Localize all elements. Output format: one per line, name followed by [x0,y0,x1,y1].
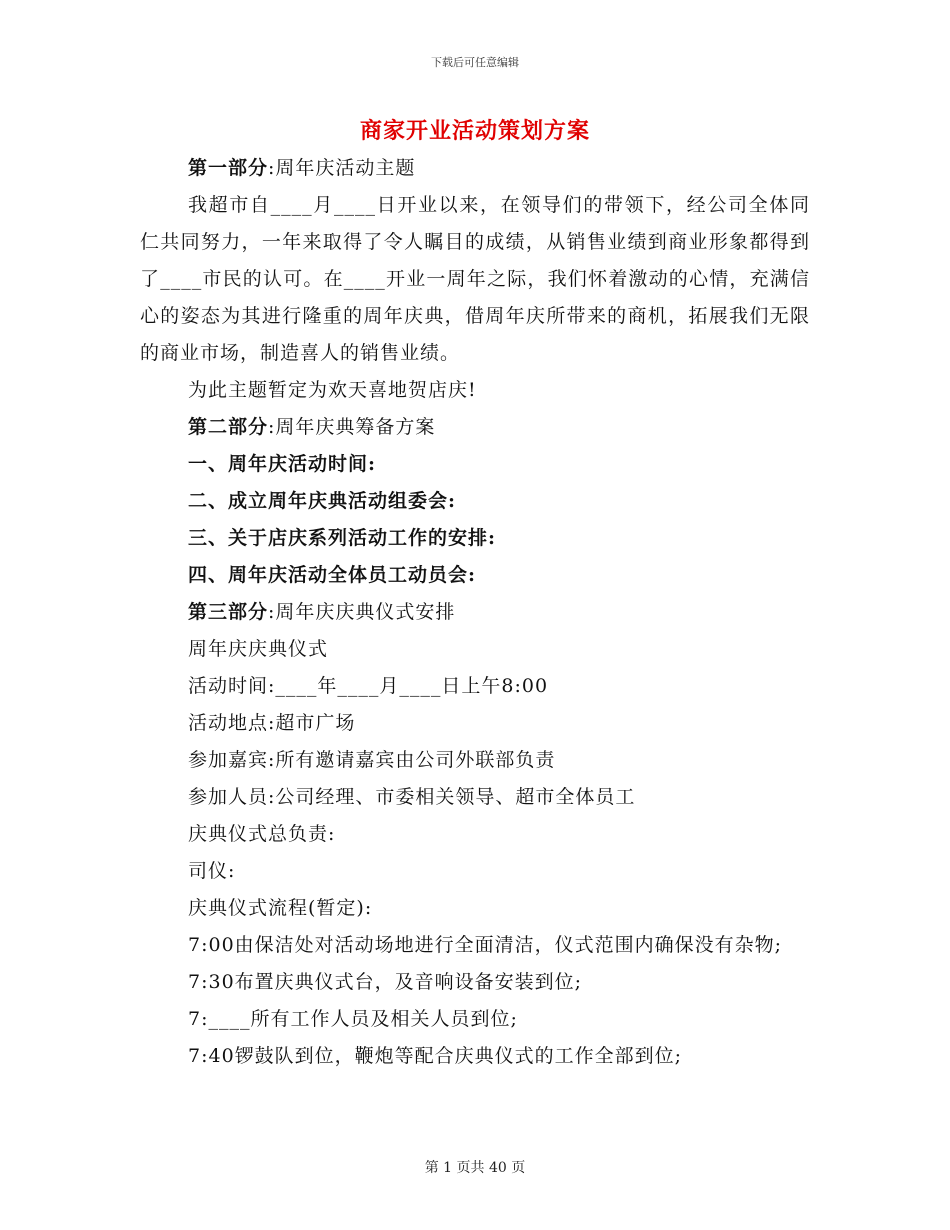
part-three-label: 第三部分 [188,601,269,623]
page-header-note: 下载后可任意编辑 [431,56,519,69]
schedule-0730-line: 7:30布置庆典仪式台，及音响设备安装到位; [188,971,583,993]
part-two-label: 第二部分 [188,416,269,438]
section-heading-2: 二、成立周年庆典活动组委会: [188,490,457,512]
document-title: 商家开业活动策划方案 [359,118,590,144]
intro-paragraph: 我超市自____月____日开业以来，在领导们的带领下，经公司全体同仁共同努力，一年来取得了令人瞩目的成绩，从销售业绩到商业形象都得到了____市民的认可。在____开业一周年之际，我们怀着激动的心情，充满信心的姿态为其进行隆重的周年庆典，借周年庆所带来的商机，拓展我们无限的商业市场，制造喜人的销售业绩。 [140,194,810,364]
schedule-07xx-line: 7:____所有工作人员及相关人员到位; [188,1008,518,1030]
section-heading-3: 三、关于店庆系列活动工作的安排: [188,527,497,549]
part-three-heading [140,594,810,631]
part-two-heading [140,409,810,446]
part-one-text: :周年庆活动主题 [268,157,416,179]
ceremony-participants-line: 参加人员:公司经理、市委相关领导、超市全体员工 [188,786,636,808]
section-heading-1: 一、周年庆活动时间: [188,453,377,475]
section-heading-4: 四、周年庆活动全体员工动员会: [188,564,477,586]
ceremony-time-line: 活动时间:____年____月____日上午8:00 [188,675,549,697]
theme-line: 为此主题暂定为欢天喜地贺店庆! [188,379,477,401]
ceremony-mc-line: 司仪: [188,860,236,882]
ceremony-flow-line: 庆典仪式流程(暂定): [188,897,373,919]
schedule-0700-paragraph: 7:00由保洁处对活动场地进行全面清洁，仪式范围内确保没有杂物; [188,934,783,956]
ceremony-guests-line: 参加嘉宾:所有邀请嘉宾由公司外联部负责 [188,749,556,771]
schedule-0740-line: 7:40锣鼓队到位，鞭炮等配合庆典仪式的工作全部到位; [188,1045,683,1067]
part-one-heading [140,150,810,187]
ceremony-title-line: 周年庆庆典仪式 [188,638,329,660]
document-body [140,150,810,1075]
page-footer: 第 1 页共 40 页 [424,1160,526,1176]
part-one-label: 第一部分 [188,157,269,179]
ceremony-director-line: 庆典仪式总负责: [188,823,336,845]
ceremony-location-line: 活动地点:超市广场 [188,712,356,734]
part-two-text: :周年庆典筹备方案 [268,416,436,438]
part-three-text: :周年庆庆典仪式安排 [268,601,456,623]
